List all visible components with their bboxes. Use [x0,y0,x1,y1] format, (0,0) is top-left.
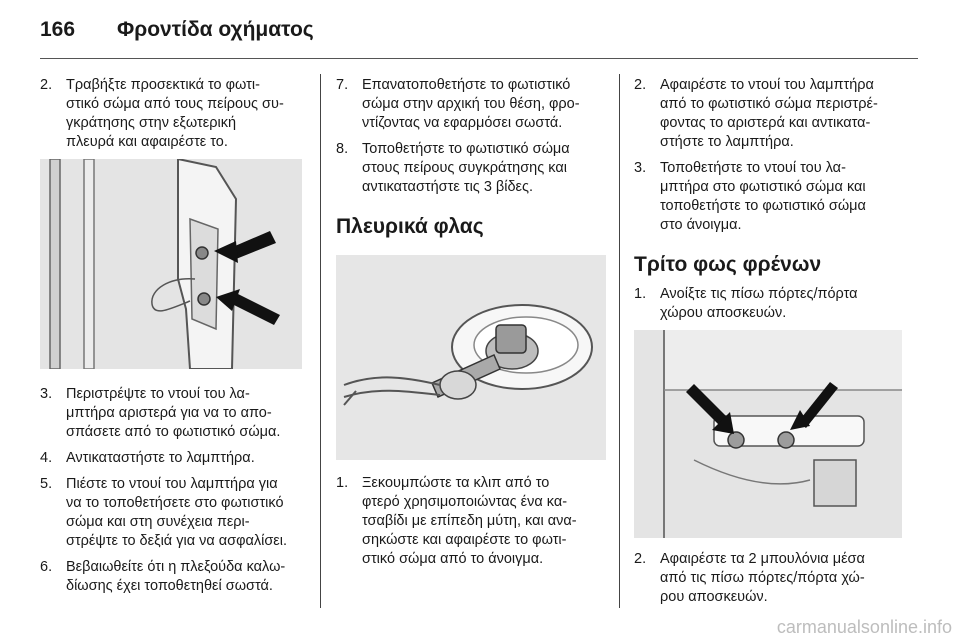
step-line: στους πείρους συγκράτησης και [362,160,567,176]
step-line: γκράτησης στην εξωτερική [66,115,237,131]
step-number: 1. [336,475,349,491]
step-line: Τραβήξτε προσεκτικά το φωτι- [66,77,260,93]
watermark: carmanualsonline.info [776,617,952,637]
step-line: χώρου αποσκευών. [660,305,787,321]
step-line: Αφαιρέστε τα 2 μπουλόνια μέσα [660,551,865,567]
list-item [634,550,914,607]
steps-list [40,385,312,596]
steps-list [634,285,914,323]
step-line: στικό σώμα από τους πείρους συ- [66,96,284,112]
step-line: τσαβίδι με επίπεδη μύτη, και ανα- [362,513,577,529]
rear-lamp-illustration [40,159,302,369]
step-line: Επανατοποθετήστε το φωτιστικό [362,77,571,93]
brake-light-illustration [634,330,902,538]
step-number: 2. [634,551,647,567]
step-line: σώμα και στη συνέχεια περι- [66,514,250,530]
step-line: πλευρά και αφαιρέστε το. [66,134,228,150]
step-line: στο άνοιγμα. [660,217,742,233]
step-number: 3. [634,160,647,176]
step-line: Ξεκουμπώστε τα κλιπ από το [362,475,550,491]
list-item [40,449,312,468]
step-line: από τις πίσω πόρτες/πόρτα χώ- [660,570,865,586]
section-heading-third-brake-light: Τρίτο φως φρένων [634,253,822,276]
step-number: 3. [40,386,53,402]
step-line: στρέψτε το δεξιά για να ασφαλίσει. [66,533,288,549]
steps-list [336,76,608,197]
list-item [40,385,312,442]
step-line: σπάσετε από το φωτιστικό σώμα. [66,424,281,440]
step-line: μπτήρα αριστερά για να το απο- [66,405,272,421]
step-line: φοντας το αριστερά και αντικατα- [660,115,871,131]
step-line: δίωσης έχει τοποθετηθεί σωστά. [66,578,273,594]
steps-list [40,76,312,152]
column-3 [634,76,914,614]
list-item [40,475,312,551]
section-heading-side-indicators: Πλευρικά φλας [336,215,484,238]
brake-light-figure [634,330,902,538]
step-line: να το τοποθετήσετε στο φωτιστικό [66,495,284,511]
steps-list [336,474,608,569]
list-item [634,159,914,235]
step-line: Τοποθετήστε το ντουί του λα- [660,160,846,176]
step-line: Τοποθετήστε το φωτιστικό σώμα [362,141,570,157]
list-item [336,474,608,569]
step-number: 2. [40,77,53,93]
step-line: Περιστρέψτε το ντουί του λα- [66,386,250,402]
page-title: Φροντίδα οχήματος [117,18,314,41]
step-line: Αντικαταστήστε το λαμπτήρα. [66,450,255,466]
step-line: μπτήρα στο φωτιστικό σώμα και [660,179,866,195]
header-rule [40,58,918,59]
side-indicator-figure [336,255,606,460]
step-line: Ανοίξτε τις πίσω πόρτες/πόρτα [660,286,858,302]
list-item [40,558,312,596]
column-divider-right [619,74,620,608]
steps-list [634,76,914,235]
page-number: 166 [40,18,76,41]
step-number: 1. [634,286,647,302]
step-number: 5. [40,476,53,492]
step-line: τοποθετήστε το φωτιστικό σώμα [660,198,866,214]
rear-lamp-figure [40,159,302,369]
step-line: ρου αποσκευών. [660,589,768,605]
list-item [40,76,312,152]
step-number: 7. [336,77,349,93]
step-line: αντικαταστήστε τις 3 βίδες. [362,179,534,195]
step-line: στικό σώμα από το άνοιγμα. [362,551,544,567]
list-item [336,76,608,133]
step-line: σηκώστε και αφαιρέστε το φωτι- [362,532,567,548]
list-item [336,140,608,197]
step-line: Πιέστε το ντουί του λαμπτήρα για [66,476,278,492]
step-line: φτερό χρησιμοποιώντας ένα κα- [362,494,568,510]
step-line: στήστε το λαμπτήρα. [660,134,794,150]
list-item [634,285,914,323]
column-2 [336,76,608,576]
side-indicator-illustration [336,255,606,460]
step-line: ντίζοντας να εφαρμόσει σωστά. [362,115,563,131]
step-number: 2. [634,77,647,93]
step-line: σώμα στην αρχική του θέση, φρο- [362,96,580,112]
steps-list [634,550,914,607]
step-number: 6. [40,559,53,575]
list-item [634,76,914,152]
step-line: Βεβαιωθείτε ότι η πλεξούδα καλω- [66,559,286,575]
column-1 [40,76,312,603]
step-line: από το φωτιστικό σώμα περιστρέ- [660,96,878,112]
step-line: Αφαιρέστε το ντουί του λαμπτήρα [660,77,874,93]
step-number: 4. [40,450,53,466]
step-number: 8. [336,141,349,157]
column-divider-left [320,74,321,608]
